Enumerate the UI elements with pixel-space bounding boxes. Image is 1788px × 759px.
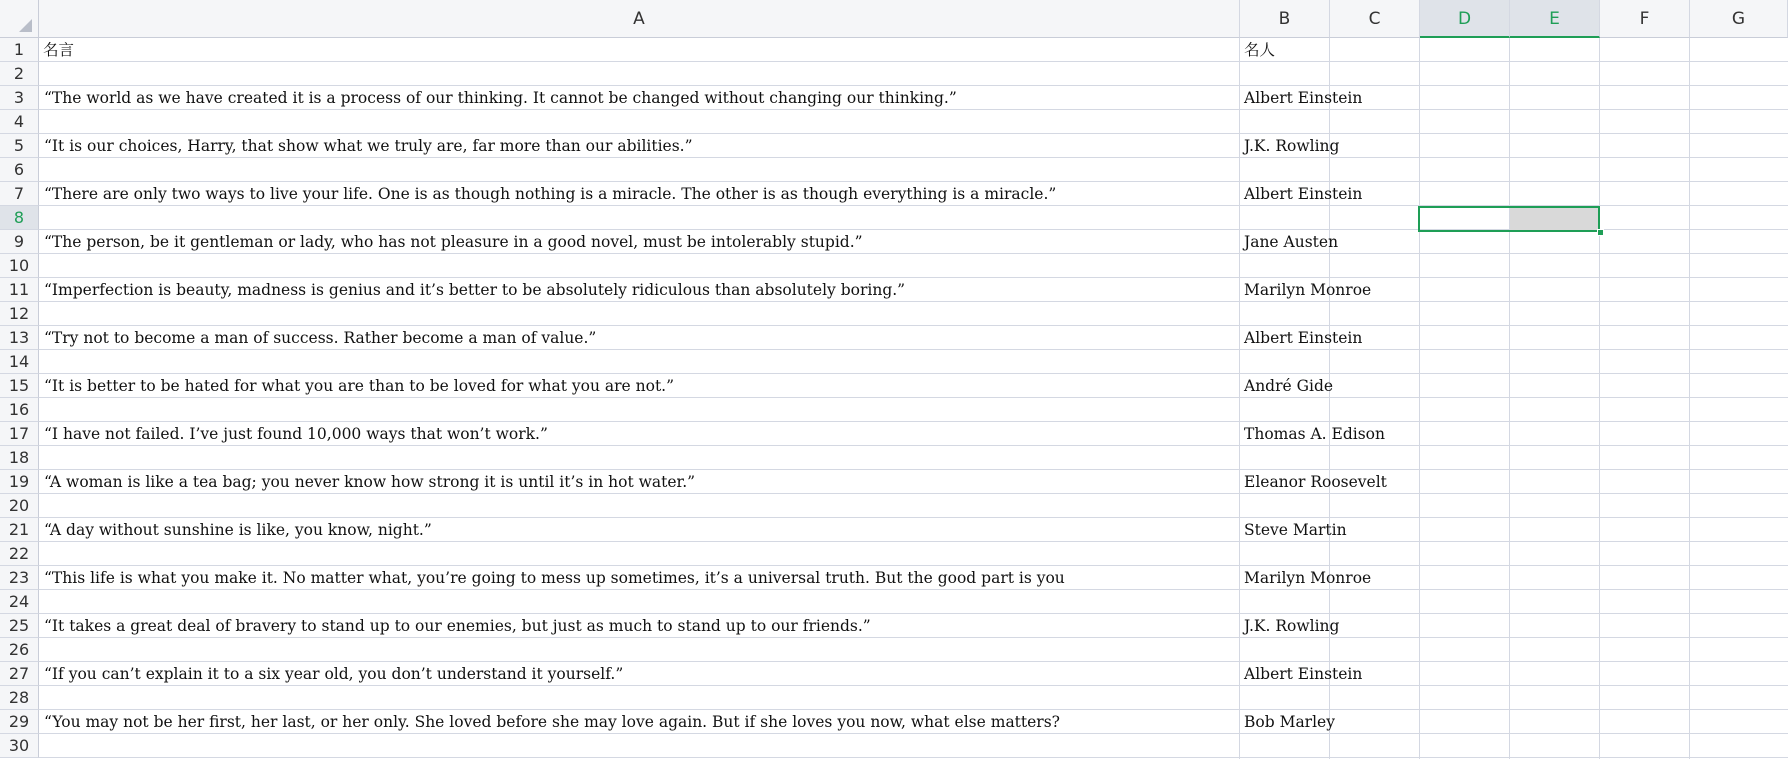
selection-range-d8-e8[interactable]	[1418, 206, 1600, 232]
cell-a13[interactable]: “Try not to become a man of success. Rather become a man of value.”	[44, 329, 597, 347]
row-header-15[interactable]: 15	[0, 374, 39, 398]
row-header-8[interactable]: 8	[0, 206, 39, 230]
row-header-16[interactable]: 16	[0, 398, 39, 422]
cell-a6[interactable]	[39, 158, 1240, 182]
cell-a25[interactable]: “It takes a great deal of bravery to stand up to our enemies, but just as much to stand up to our friends.”	[44, 617, 871, 635]
row-header-7[interactable]: 7	[0, 182, 39, 206]
row-header-3[interactable]: 3	[0, 86, 39, 110]
cell-a24[interactable]	[39, 590, 1240, 614]
cell-a1[interactable]: 名言	[43, 41, 75, 59]
cell-a12[interactable]	[39, 302, 1240, 326]
cell-a22[interactable]	[39, 542, 1240, 566]
cell-a20[interactable]	[39, 494, 1240, 518]
cell-b23[interactable]: Marilyn Monroe	[1244, 569, 1372, 587]
cell-b15[interactable]: André Gide	[1244, 377, 1334, 395]
row-header-19[interactable]: 19	[0, 470, 39, 494]
cell-b29[interactable]: Bob Marley	[1244, 713, 1335, 731]
grid-vline	[1689, 38, 1690, 759]
cell-a17[interactable]: “I have not failed. I’ve just found 10,000 ways that won’t work.”	[44, 425, 548, 443]
row-header-20[interactable]: 20	[0, 494, 39, 518]
cell-a3[interactable]: “The world as we have created it is a process of our thinking. It cannot be changed without changing our thinking.”	[44, 89, 957, 107]
cell-a14[interactable]	[39, 350, 1240, 374]
cell-a26[interactable]	[39, 638, 1240, 662]
cell-b22[interactable]	[1240, 542, 1420, 566]
row-header-11[interactable]: 11	[0, 278, 39, 302]
cell-b13[interactable]: Albert Einstein	[1244, 329, 1363, 347]
column-header-f[interactable]: F	[1600, 0, 1690, 38]
row-header-23[interactable]: 23	[0, 566, 39, 590]
cell-a16[interactable]	[39, 398, 1240, 422]
cell-b16[interactable]	[1240, 398, 1420, 422]
select-all-triangle-icon	[19, 19, 32, 32]
row-header-6[interactable]: 6	[0, 158, 39, 182]
cell-b25[interactable]: J.K. Rowling	[1244, 617, 1340, 635]
column-header-a[interactable]: A	[39, 0, 1240, 38]
cell-a5[interactable]: “It is our choices, Harry, that show what we truly are, far more than our abilities.”	[44, 137, 693, 155]
row-header-29[interactable]: 29	[0, 710, 39, 734]
cell-a8[interactable]	[39, 206, 1240, 230]
cell-b9[interactable]: Jane Austen	[1244, 233, 1339, 251]
column-header-g[interactable]: G	[1690, 0, 1788, 38]
cell-b24[interactable]	[1240, 590, 1420, 614]
column-header-e[interactable]: E	[1510, 0, 1600, 38]
cell-b27[interactable]: Albert Einstein	[1244, 665, 1363, 683]
cell-b21[interactable]: Steve Martin	[1244, 521, 1347, 539]
cell-b11[interactable]: Marilyn Monroe	[1244, 281, 1372, 299]
cell-a23[interactable]: “This life is what you make it. No matter what, you’re going to mess up sometimes, it’s a universal truth. But the good part is you	[44, 569, 1065, 587]
cell-b12[interactable]	[1240, 302, 1420, 326]
cell-a18[interactable]	[39, 446, 1240, 470]
cell-b10[interactable]	[1240, 254, 1420, 278]
row-header-28[interactable]: 28	[0, 686, 39, 710]
row-header-26[interactable]: 26	[0, 638, 39, 662]
row-header-21[interactable]: 21	[0, 518, 39, 542]
row-header-1[interactable]: 1	[0, 38, 39, 62]
cell-b30[interactable]	[1240, 734, 1420, 758]
cell-a19[interactable]: “A woman is like a tea bag; you never know how strong it is until it’s in hot water.”	[44, 473, 696, 491]
cell-a11[interactable]: “Imperfection is beauty, madness is genius and it’s better to be absolutely ridiculous than absolutely boring.”	[44, 281, 906, 299]
cell-a2[interactable]	[39, 62, 1240, 86]
row-header-12[interactable]: 12	[0, 302, 39, 326]
cell-b20[interactable]	[1240, 494, 1420, 518]
row-header-13[interactable]: 13	[0, 326, 39, 350]
select-all-corner[interactable]	[0, 0, 39, 38]
row-header-18[interactable]: 18	[0, 446, 39, 470]
cell-b28[interactable]	[1240, 686, 1420, 710]
row-header-17[interactable]: 17	[0, 422, 39, 446]
cell-b1[interactable]: 名人	[1244, 41, 1276, 59]
cell-a28[interactable]	[39, 686, 1240, 710]
cell-a9[interactable]: “The person, be it gentleman or lady, who has not pleasure in a good novel, must be intolerably stupid.”	[44, 233, 863, 251]
cell-b14[interactable]	[1240, 350, 1420, 374]
row-header-27[interactable]: 27	[0, 662, 39, 686]
cell-a27[interactable]: “If you can’t explain it to a six year old, you don’t understand it yourself.”	[44, 665, 624, 683]
row-header-4[interactable]: 4	[0, 110, 39, 134]
cell-b2[interactable]	[1240, 62, 1420, 86]
column-header-c[interactable]: C	[1330, 0, 1420, 38]
cell-b8[interactable]	[1240, 206, 1420, 230]
row-header-30[interactable]: 30	[0, 734, 39, 758]
cell-b3[interactable]: Albert Einstein	[1244, 89, 1363, 107]
row-header-25[interactable]: 25	[0, 614, 39, 638]
cell-b4[interactable]	[1240, 110, 1420, 134]
cell-a29[interactable]: “You may not be her first, her last, or her only. She loved before she may love again. But if she loves you now, what else matters?	[44, 713, 1060, 731]
cell-b19[interactable]: Eleanor Roosevelt	[1244, 473, 1387, 491]
grid-vline	[1509, 38, 1510, 759]
fill-handle[interactable]	[1597, 229, 1604, 236]
column-header-b[interactable]: B	[1240, 0, 1330, 38]
cell-a30[interactable]	[39, 734, 1240, 758]
cell-a10[interactable]	[39, 254, 1240, 278]
row-header-5[interactable]: 5	[0, 134, 39, 158]
row-header-10[interactable]: 10	[0, 254, 39, 278]
cell-b6[interactable]	[1240, 158, 1420, 182]
grid-vline	[1599, 38, 1600, 759]
row-header-14[interactable]: 14	[0, 350, 39, 374]
column-header-d[interactable]: D	[1420, 0, 1510, 38]
cell-a21[interactable]: “A day without sunshine is like, you know, night.”	[44, 521, 432, 539]
cell-b26[interactable]	[1240, 638, 1420, 662]
cell-a4[interactable]	[39, 110, 1240, 134]
cell-a7[interactable]: “There are only two ways to live your life. One is as though nothing is a miracle. The other is as though everything is a miracle.”	[44, 185, 1057, 203]
cell-a15[interactable]: “It is better to be hated for what you are than to be loved for what you are not.”	[44, 377, 675, 395]
cell-b5[interactable]: J.K. Rowling	[1244, 137, 1340, 155]
cell-b18[interactable]	[1240, 446, 1420, 470]
row-header-2[interactable]: 2	[0, 62, 39, 86]
row-header-22[interactable]: 22	[0, 542, 39, 566]
row-header-24[interactable]: 24	[0, 590, 39, 614]
cell-b17[interactable]: Thomas A. Edison	[1244, 425, 1385, 443]
row-header-9[interactable]: 9	[0, 230, 39, 254]
cell-b7[interactable]: Albert Einstein	[1244, 185, 1363, 203]
